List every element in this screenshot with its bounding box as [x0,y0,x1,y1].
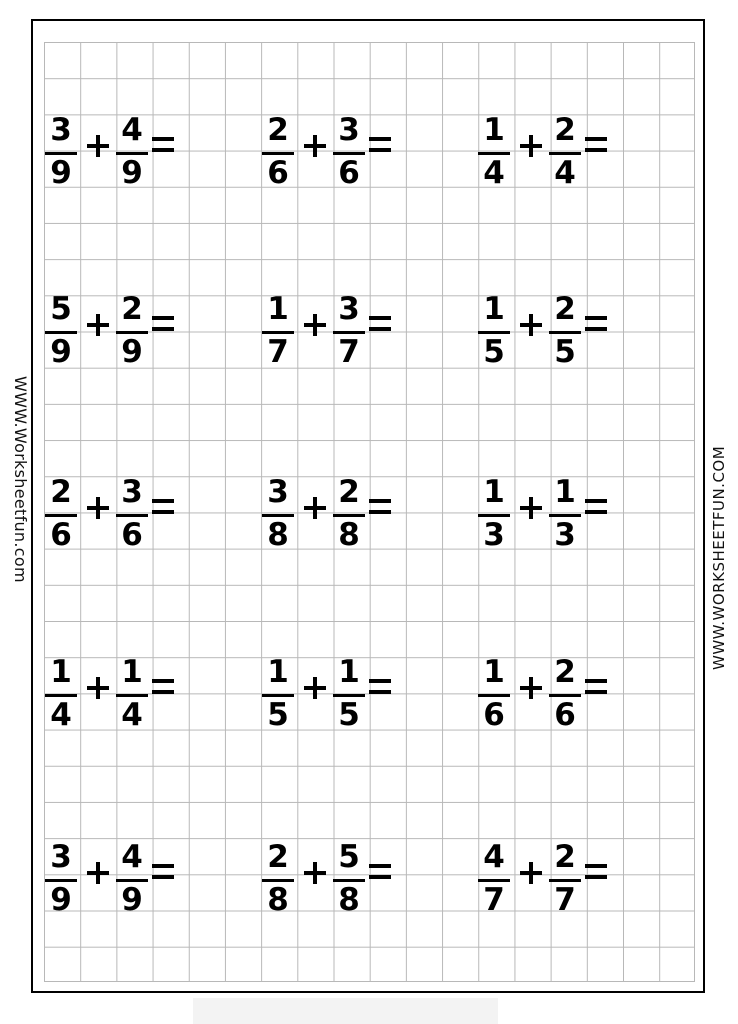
numerator: 2 [338,474,360,510]
equals-sign-icon [152,679,174,695]
fraction-problem [477,113,637,193]
numerator: 1 [483,112,505,148]
fraction-problem [44,113,204,193]
plus-sign-icon [87,862,109,884]
numerator: 1 [267,654,289,690]
second-fraction [115,113,149,193]
first-fraction [44,292,78,372]
fraction-problem [261,113,421,193]
plus-sign-icon [87,677,109,699]
denominator: 8 [267,517,289,553]
plus-sign-icon [87,497,109,519]
denominator: 4 [554,155,576,191]
equals-sign-icon [369,499,391,515]
numerator: 3 [50,839,72,875]
first-fraction [261,475,295,555]
numerator: 4 [121,839,143,875]
second-fraction [115,475,149,555]
equals-sign-icon [369,864,391,880]
second-fraction [115,655,149,735]
plus-sign-icon [304,314,326,336]
plus-sign-icon [520,497,542,519]
numerator: 2 [267,839,289,875]
numerator: 3 [267,474,289,510]
numerator: 5 [50,291,72,327]
plus-sign-icon [304,497,326,519]
second-fraction [548,292,582,372]
first-fraction [44,840,78,920]
denominator: 9 [50,882,72,918]
equals-sign-icon [369,316,391,332]
first-fraction [477,655,511,735]
numerator: 2 [121,291,143,327]
fraction-problem [44,475,204,555]
equals-sign-icon [585,499,607,515]
denominator: 6 [50,517,72,553]
numerator: 1 [554,474,576,510]
first-fraction [477,475,511,555]
numerator: 1 [121,654,143,690]
first-fraction [44,655,78,735]
fraction-problem [261,840,421,920]
fraction-problem [477,655,637,735]
plus-sign-icon [304,862,326,884]
numerator: 3 [338,112,360,148]
equals-sign-icon [152,316,174,332]
denominator: 7 [483,882,505,918]
numerator: 2 [50,474,72,510]
second-fraction [332,113,366,193]
first-fraction [261,113,295,193]
fraction-problem [44,840,204,920]
footer-strip [193,998,498,1024]
denominator: 7 [338,334,360,370]
second-fraction [115,292,149,372]
numerator: 1 [50,654,72,690]
denominator: 6 [338,155,360,191]
first-fraction [477,840,511,920]
denominator: 3 [554,517,576,553]
numerator: 1 [483,291,505,327]
denominator: 9 [50,155,72,191]
first-fraction [477,292,511,372]
numerator: 1 [338,654,360,690]
plus-sign-icon [520,677,542,699]
denominator: 8 [338,882,360,918]
equals-sign-icon [152,137,174,153]
numerator: 4 [121,112,143,148]
equals-sign-icon [585,137,607,153]
equals-sign-icon [369,137,391,153]
numerator: 2 [554,839,576,875]
denominator: 6 [483,697,505,733]
denominator: 4 [121,697,143,733]
fraction-problem [477,292,637,372]
denominator: 6 [121,517,143,553]
denominator: 9 [121,334,143,370]
denominator: 9 [121,155,143,191]
numerator: 2 [554,654,576,690]
second-fraction [548,113,582,193]
denominator: 5 [338,697,360,733]
denominator: 7 [267,334,289,370]
first-fraction [261,292,295,372]
numerator: 2 [554,112,576,148]
fraction-problem [261,655,421,735]
equals-sign-icon [585,316,607,332]
denominator: 5 [267,697,289,733]
plus-sign-icon [304,135,326,157]
denominator: 4 [483,155,505,191]
numerator: 4 [483,839,505,875]
numerator: 1 [267,291,289,327]
denominator: 8 [338,517,360,553]
numerator: 2 [554,291,576,327]
equals-sign-icon [585,679,607,695]
plus-sign-icon [520,314,542,336]
plus-sign-icon [87,314,109,336]
second-fraction [548,840,582,920]
second-fraction [332,655,366,735]
equals-sign-icon [152,499,174,515]
second-fraction [332,475,366,555]
fraction-problem [477,840,637,920]
first-fraction [261,655,295,735]
first-fraction [44,475,78,555]
denominator: 5 [554,334,576,370]
denominator: 4 [50,697,72,733]
first-fraction [44,113,78,193]
denominator: 5 [483,334,505,370]
numerator: 3 [50,112,72,148]
first-fraction [477,113,511,193]
fraction-problem [261,475,421,555]
plus-sign-icon [520,862,542,884]
second-fraction [115,840,149,920]
second-fraction [332,292,366,372]
plus-sign-icon [304,677,326,699]
fraction-problem [477,475,637,555]
denominator: 8 [267,882,289,918]
numerator: 1 [483,654,505,690]
side-url-right: WWW.WORKSHEETFUN.COM [710,445,728,670]
numerator: 3 [121,474,143,510]
second-fraction [332,840,366,920]
second-fraction [548,655,582,735]
equals-sign-icon [152,864,174,880]
plus-sign-icon [87,135,109,157]
denominator: 6 [554,697,576,733]
first-fraction [261,840,295,920]
denominator: 6 [267,155,289,191]
numerator: 1 [483,474,505,510]
equals-sign-icon [585,864,607,880]
numerator: 5 [338,839,360,875]
fraction-problem [44,292,204,372]
side-url-left: WWW.Worksheetfun.com [11,376,30,583]
denominator: 9 [50,334,72,370]
fraction-problem [261,292,421,372]
denominator: 9 [121,882,143,918]
second-fraction [548,475,582,555]
equals-sign-icon [369,679,391,695]
denominator: 7 [554,882,576,918]
numerator: 2 [267,112,289,148]
fraction-problem [44,655,204,735]
denominator: 3 [483,517,505,553]
plus-sign-icon [520,135,542,157]
numerator: 3 [338,291,360,327]
